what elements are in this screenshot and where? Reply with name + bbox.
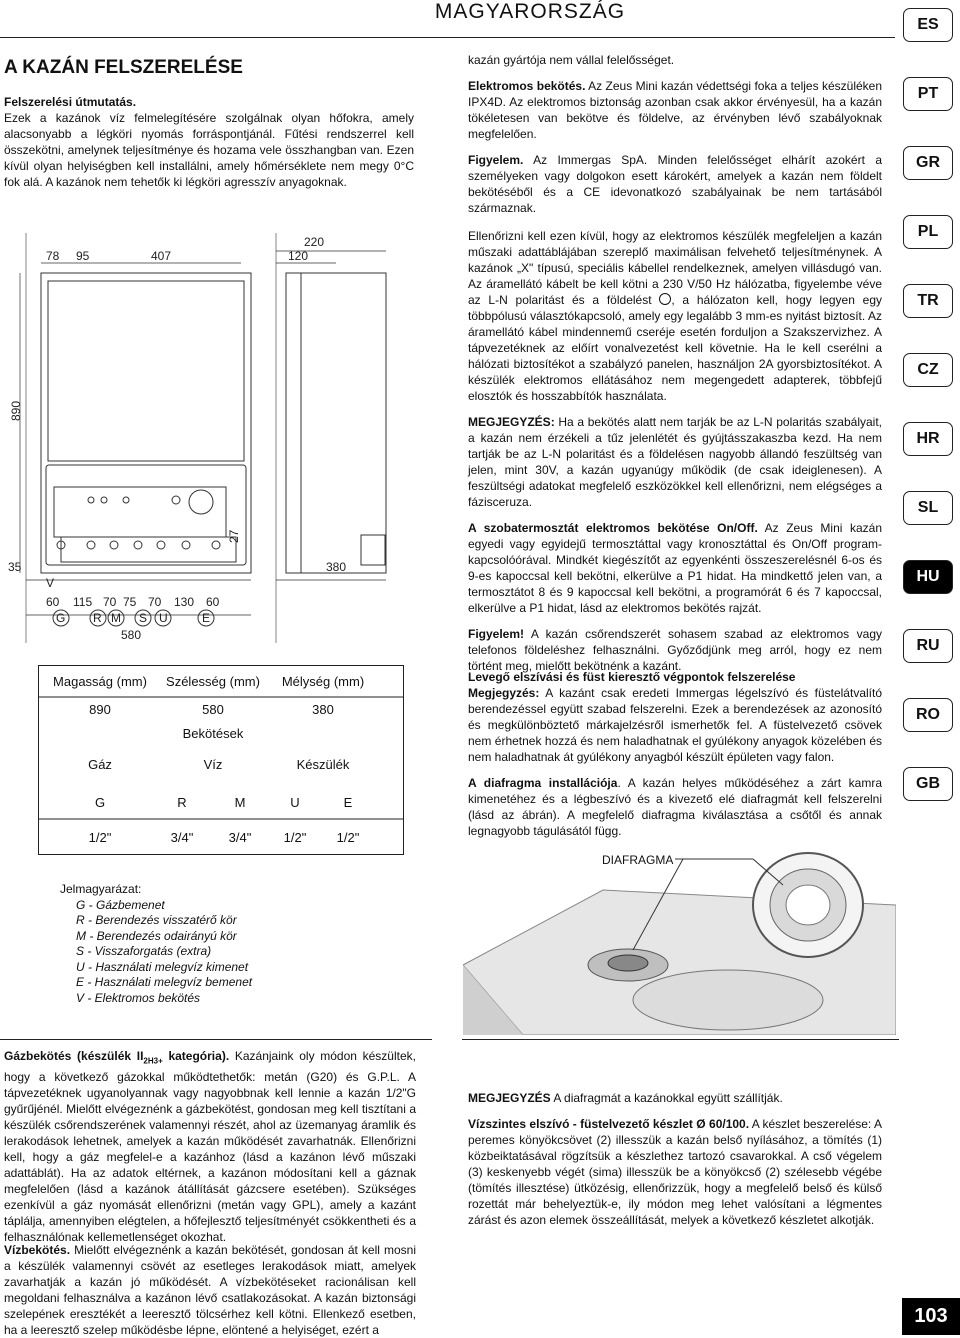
elec-text: Az Zeus Mini kazán védettségi foka a teljes készüléken IPX4D. Az elektromos biztonság azonban csak akkor érvényesül, ha a kazán tökéletesen van bekötve és földelve, az érvényben lévő szabályoknak megfelelően. xyxy=(468,79,882,141)
dim-95: 95 xyxy=(76,249,90,263)
tab-cz[interactable]: CZ xyxy=(903,353,953,387)
conn-e: E xyxy=(202,611,211,625)
tab-gb[interactable]: GB xyxy=(903,767,953,801)
right-column xyxy=(468,52,882,674)
dim-220: 220 xyxy=(304,235,325,249)
water-heading: Vízbekötés. xyxy=(4,1243,71,1257)
th-depth: Mélység (mm) xyxy=(281,674,365,689)
conn-u: U xyxy=(159,611,168,625)
group-water: Víz xyxy=(203,757,223,772)
gas-paragraph xyxy=(4,1048,416,1245)
warn-heading: Figyelem! xyxy=(468,627,525,641)
tab-es[interactable]: ES xyxy=(903,8,953,42)
section-rule-right xyxy=(462,1039,899,1040)
intro-heading: Felszerelési útmutatás. xyxy=(4,95,137,109)
size-e: 1/2" xyxy=(336,830,360,845)
tab-hu[interactable]: HU xyxy=(903,560,953,594)
header-rule xyxy=(0,37,895,38)
dim-78: 78 xyxy=(46,249,60,263)
boiler-front-outline xyxy=(41,273,251,573)
dim-407: 407 xyxy=(151,249,172,263)
dim-35: 35 xyxy=(8,560,22,574)
th-height: Magasság (mm) xyxy=(53,674,147,689)
legend-title: Jelmagyarázat: xyxy=(60,882,142,896)
legend-item: G - Gázbemenet xyxy=(76,897,165,912)
legend-item: R - Berendezés visszatérő kör xyxy=(76,913,237,927)
tab-hr[interactable]: HR xyxy=(903,422,953,456)
diagram-label: DIAFRAGMA xyxy=(602,853,674,867)
horiz-heading: Vízszintes elszívó - füstelvezető készlet Ø 60/100. xyxy=(468,1117,750,1131)
conn-s: S xyxy=(139,611,148,625)
dim-580: 580 xyxy=(121,628,142,642)
tab-tr[interactable]: TR xyxy=(903,284,953,318)
dim-60a: 60 xyxy=(46,595,60,609)
conn-r: R xyxy=(93,611,102,625)
code-m: M xyxy=(234,795,246,810)
val-depth: 380 xyxy=(312,702,334,717)
tab-pl[interactable]: PL xyxy=(903,215,953,249)
thermo-heading: A szobatermosztát elektromos bekötése On/Off. xyxy=(468,521,758,535)
note-heading: MEGJEGYZÉS: xyxy=(468,415,555,429)
water-text: Mielőtt elvégeznénk a kazán bekötését, gondosan át kell mosni a készülék valamennyi csövét az esetleges lerakodások miatt, amelyek zavarhatják a kazán jó működését. A vízbekötéseket racionálisan kell megoldani felhasználva a kazánon lévő csatlakozásokat. A kazán biztonsági szelepének eresztékét a leeresztő tölcsérhez kell kötni. Ellenkező esetben, ha a leeresztő szelep működésbe lépne, elöntené a helyiséget, ezért a xyxy=(4,1243,416,1337)
check-text-2: , a hálózaton kell, hogy legyen egy többpólusú választókapcsoló, amely egy legalább 3 mm-es nyitást biztosít. Az áramellátó kábel mindennemű cseréje esetén forduljon a Szakszervizhez. A tápvezetéknek az előírt vonalvezetést kell követnie. Ha le kell cserélni a hálózati biztosítékot a szabályzó panelen, használjon 2A gyorsbiztosítékot. A készülék elektromos ellátásához nem megengedett adapterek, többfejű elosztók és hosszabbítók használata. xyxy=(468,293,882,403)
group-device: Készülék xyxy=(296,757,350,772)
conn-m: M xyxy=(111,611,121,625)
legend-item: U - Használati melegvíz kimenet xyxy=(76,959,249,974)
note2-text: A diafragmát a kazánokkal együtt szállítják. xyxy=(550,1091,783,1105)
dimension-drawing xyxy=(6,225,426,643)
dim-27: 27 xyxy=(227,529,241,543)
conn-g: G xyxy=(56,611,66,625)
lower-right-column xyxy=(468,1090,882,1228)
flue-text: A kazánt csak eredeti Immergas légelszívó és füstelátvalító berendezéssel együtt szabad felszerelni. Ezek a berendezések az azonosító és megkülönböztető márkajelzésről ismerhetők fel. A füstelvezető csövek nem érhetnek hozzá és nem haladhatnak el gyúlékony anyagok közelében és nem haladhatnak át gyúlékony anyagból készült épületen vagy falon. xyxy=(468,686,882,764)
warn-text: A kazán csőrendszerét sohasem szabad az elektromos vagy telefonos földeléshez felhasználni. Győződjünk meg arról, hogy ez nem történt meg, mielőtt bekötnénk a kazánt. xyxy=(468,627,882,673)
flue-heading: Levegő elszívási és füst kieresztő végpontok felszerelése xyxy=(468,670,796,684)
note2-heading: MEGJEGYZÉS xyxy=(468,1091,551,1105)
group-gas: Gáz xyxy=(88,757,112,772)
dim-130: 130 xyxy=(174,595,195,609)
legend xyxy=(60,882,252,1006)
dim-115: 115 xyxy=(73,595,93,609)
dim-70a: 70 xyxy=(103,595,117,609)
att-heading: Figyelem. xyxy=(468,153,524,167)
th-width: Szélesség (mm) xyxy=(166,674,260,689)
val-height: 890 xyxy=(89,702,111,717)
elec-heading: Elektromos bekötés. xyxy=(468,79,586,93)
gas-text: Kazánjaink oly módon készültek, hogy a következő gázokkal működtethetők: metán (G20) és G.P.L. A tápvezetéknek ugyanolyannak vagy nagyobbnak kell lennie a kazán 1/2"G gyűrűjénél. Mielőtt elvégeznénk a gázbekötést, gondosan meg kell tisztítani a készülék csőrendszerének valamennyi részét, ahol az üzemanyag áramlik és lerakodások lehetnek, amelyek a kazán működését zavarhatnák. Ellenőrizni kell, hogy a gáz megfelel-e a kazánhoz (lásd a kazánon lévő műszaki adattáblát). Ha az adatok eltérnek, a kazánon módosítani kell a gáznak megfelelően (lásd a kazánok átállítását gázcsere esetében). Szükséges ezenkívül a gáz nyomását ellenőrizni (metán vagy GPL), amely a kazánt táplálja, amennyiben elégtelen, a hőfejlesztő teljesítményét csökkentheti és a felhasználónak kellemetlenséget okozhat. xyxy=(4,1049,416,1245)
dim-120: 120 xyxy=(288,249,309,263)
code-g: G xyxy=(94,795,106,810)
section-title: A KAZÁN FELSZERELÉSE xyxy=(4,57,243,78)
att-text: Az Immergas SpA. Minden felelősséget elhárít azokért a személyeken vagy dolgokon esett károkért, amelyek a kazán nem földelt bekötéséből és a CE idevonatkozó szabályainak be nem tartásából származnak. xyxy=(468,153,882,215)
diaph-text: . A kazán helyes működéséhez a zárt kamra kimenetéhez és a légbeszívó és a kivezető elé diafragmát kell felszerelni (lásd az ábrán). A megfelelő diafragma kiválasztása a csőtől és annak legnagyobb tágulásától függ. xyxy=(468,776,883,838)
flue-note-heading: Megjegyzés: xyxy=(468,686,540,700)
country-title: MAGYARORSZÁG xyxy=(230,0,830,32)
page-number: 103 xyxy=(902,1298,960,1335)
gas-heading: Gázbekötés (készülék $II_{2H3+}$ kategória). xyxy=(4,1049,230,1066)
horiz-text: A készlet beszerelése: A peremes könyökcsövet (2) illesszük a kazán belső nyílásához, a tömítés (1) közbeiktatásával rögzítsük a készlethez tartozó csavarokkal. A cső végelem (3) keskenyebb végét (sima) illesszük be a könyökcső (2) szélesebb végébe (tömítés illesztése) ütközésig, ellenőrizzük, hogy a megfelelő belső és külső rozettát már behelyeztük-e, ily módon meg lehet valósítani a légmentes zárást és azon elemek összeállítását, melyek a következő készletet alkotják. xyxy=(468,1117,882,1227)
diaphragm-illustration xyxy=(463,845,896,1035)
dim-v: V xyxy=(46,576,55,590)
tab-pt[interactable]: PT xyxy=(903,77,953,111)
size-u: 1/2" xyxy=(283,830,307,845)
val-width: 580 xyxy=(202,702,224,717)
intro-text: Ezek a kazánok víz felmelegítésére szolgálnak olyan hőfokra, amely alacsonyabb a légköri nyomás forráspontjánál. Fűtési rendszerrel kell összekötni, amelynek teljesítménye és hozama vele összhangban van. Ezen kívül olyan helyiségben kell installálni, amely hőmérséklete nem megy 0°C fok alá. A kazánok nem tehetők ki légköri agresszív anyagoknak. xyxy=(4,111,414,189)
code-u: U xyxy=(290,795,300,810)
spec-table xyxy=(38,665,404,855)
language-tabs xyxy=(903,8,953,836)
check-text-1: Ellenőrizni kell ezen kívül, hogy az elektromos készülék megfeleljen a kazán műszaki adattáblájában szereplő maximálisan felvehető teljesítménynek. A kazánok „X" típusú, speciális kábellel rendelkeznek, amelyen villásdugó van. Az áramellátó kábelt be kell kötni a 230 V/50 Hz hálózatba, figyelembe véve az L-N polaritást és a földelést xyxy=(468,229,882,307)
legend-item: E - Használati melegvíz bemenet xyxy=(76,975,253,989)
note-text: Ha a bekötés alatt nem tarják be az L-N polaritás szabályait, a kazán nem érzékeli a tűz jelenlétét és gyújtásszakaszba kezd. Ha nem tartják be az L-N polaritást és a földelésen nagyobb állandó feszültség van jelen, mint 30V, a kazán ugyanúgy működik (de csak ideiglenesen). A feszültségi adatokat megfelelő eszközökkel kell ellenőrizni, nem elégséges a fázisceruza. xyxy=(468,415,882,509)
legend-item: S - Visszaforgatás (extra) xyxy=(76,944,212,958)
tab-ru[interactable]: RU xyxy=(903,629,953,663)
size-m: 3/4" xyxy=(228,830,252,845)
intro-paragraph xyxy=(4,94,414,190)
continued-text: kazán gyártója nem vállal felelősséget. xyxy=(468,53,675,67)
connections-label: Bekötések xyxy=(182,726,244,741)
section-rule-left xyxy=(0,1039,432,1040)
dim-60b: 60 xyxy=(206,595,220,609)
legend-item: M - Berendezés odairányú kör xyxy=(76,928,237,943)
size-r: 3/4" xyxy=(170,830,194,845)
water-paragraph xyxy=(4,1242,416,1338)
diaph-heading: A diafragma installációja xyxy=(468,776,618,790)
tab-gr[interactable]: GR xyxy=(903,146,953,180)
dim-890: 890 xyxy=(9,400,23,421)
dim-75: 75 xyxy=(123,595,137,609)
ground-symbol-icon xyxy=(659,293,671,305)
legend-item: V - Elektromos bekötés xyxy=(76,990,201,1005)
dim-70b: 70 xyxy=(148,595,162,609)
thermo-text: Az Zeus Mini kazán egyedi vagy egyidejű termosztáttal vagy kronosztáttal és On/Off program-kapcsolóórával. Mindkét kiegészítőt az egyenkénti összeszerelésnél 6-os és 9-es kapoccsal kell bekötni, elkerülve a P1 hidat. Ha mindkettő jelen van, a termosztátot 8 és 9 kapoccsal kell bekötni, a programórát 6 és 7 kapoccsal, elkerülve a P1 hidat, lásd az elektromos bekötés rajzát. xyxy=(468,521,882,615)
dim-380: 380 xyxy=(326,560,347,574)
code-r: R xyxy=(177,795,187,810)
size-g: 1/2" xyxy=(88,830,112,845)
tab-sl[interactable]: SL xyxy=(903,491,953,525)
code-e: E xyxy=(343,795,353,810)
flue-section xyxy=(468,669,882,839)
tab-ro[interactable]: RO xyxy=(903,698,953,732)
